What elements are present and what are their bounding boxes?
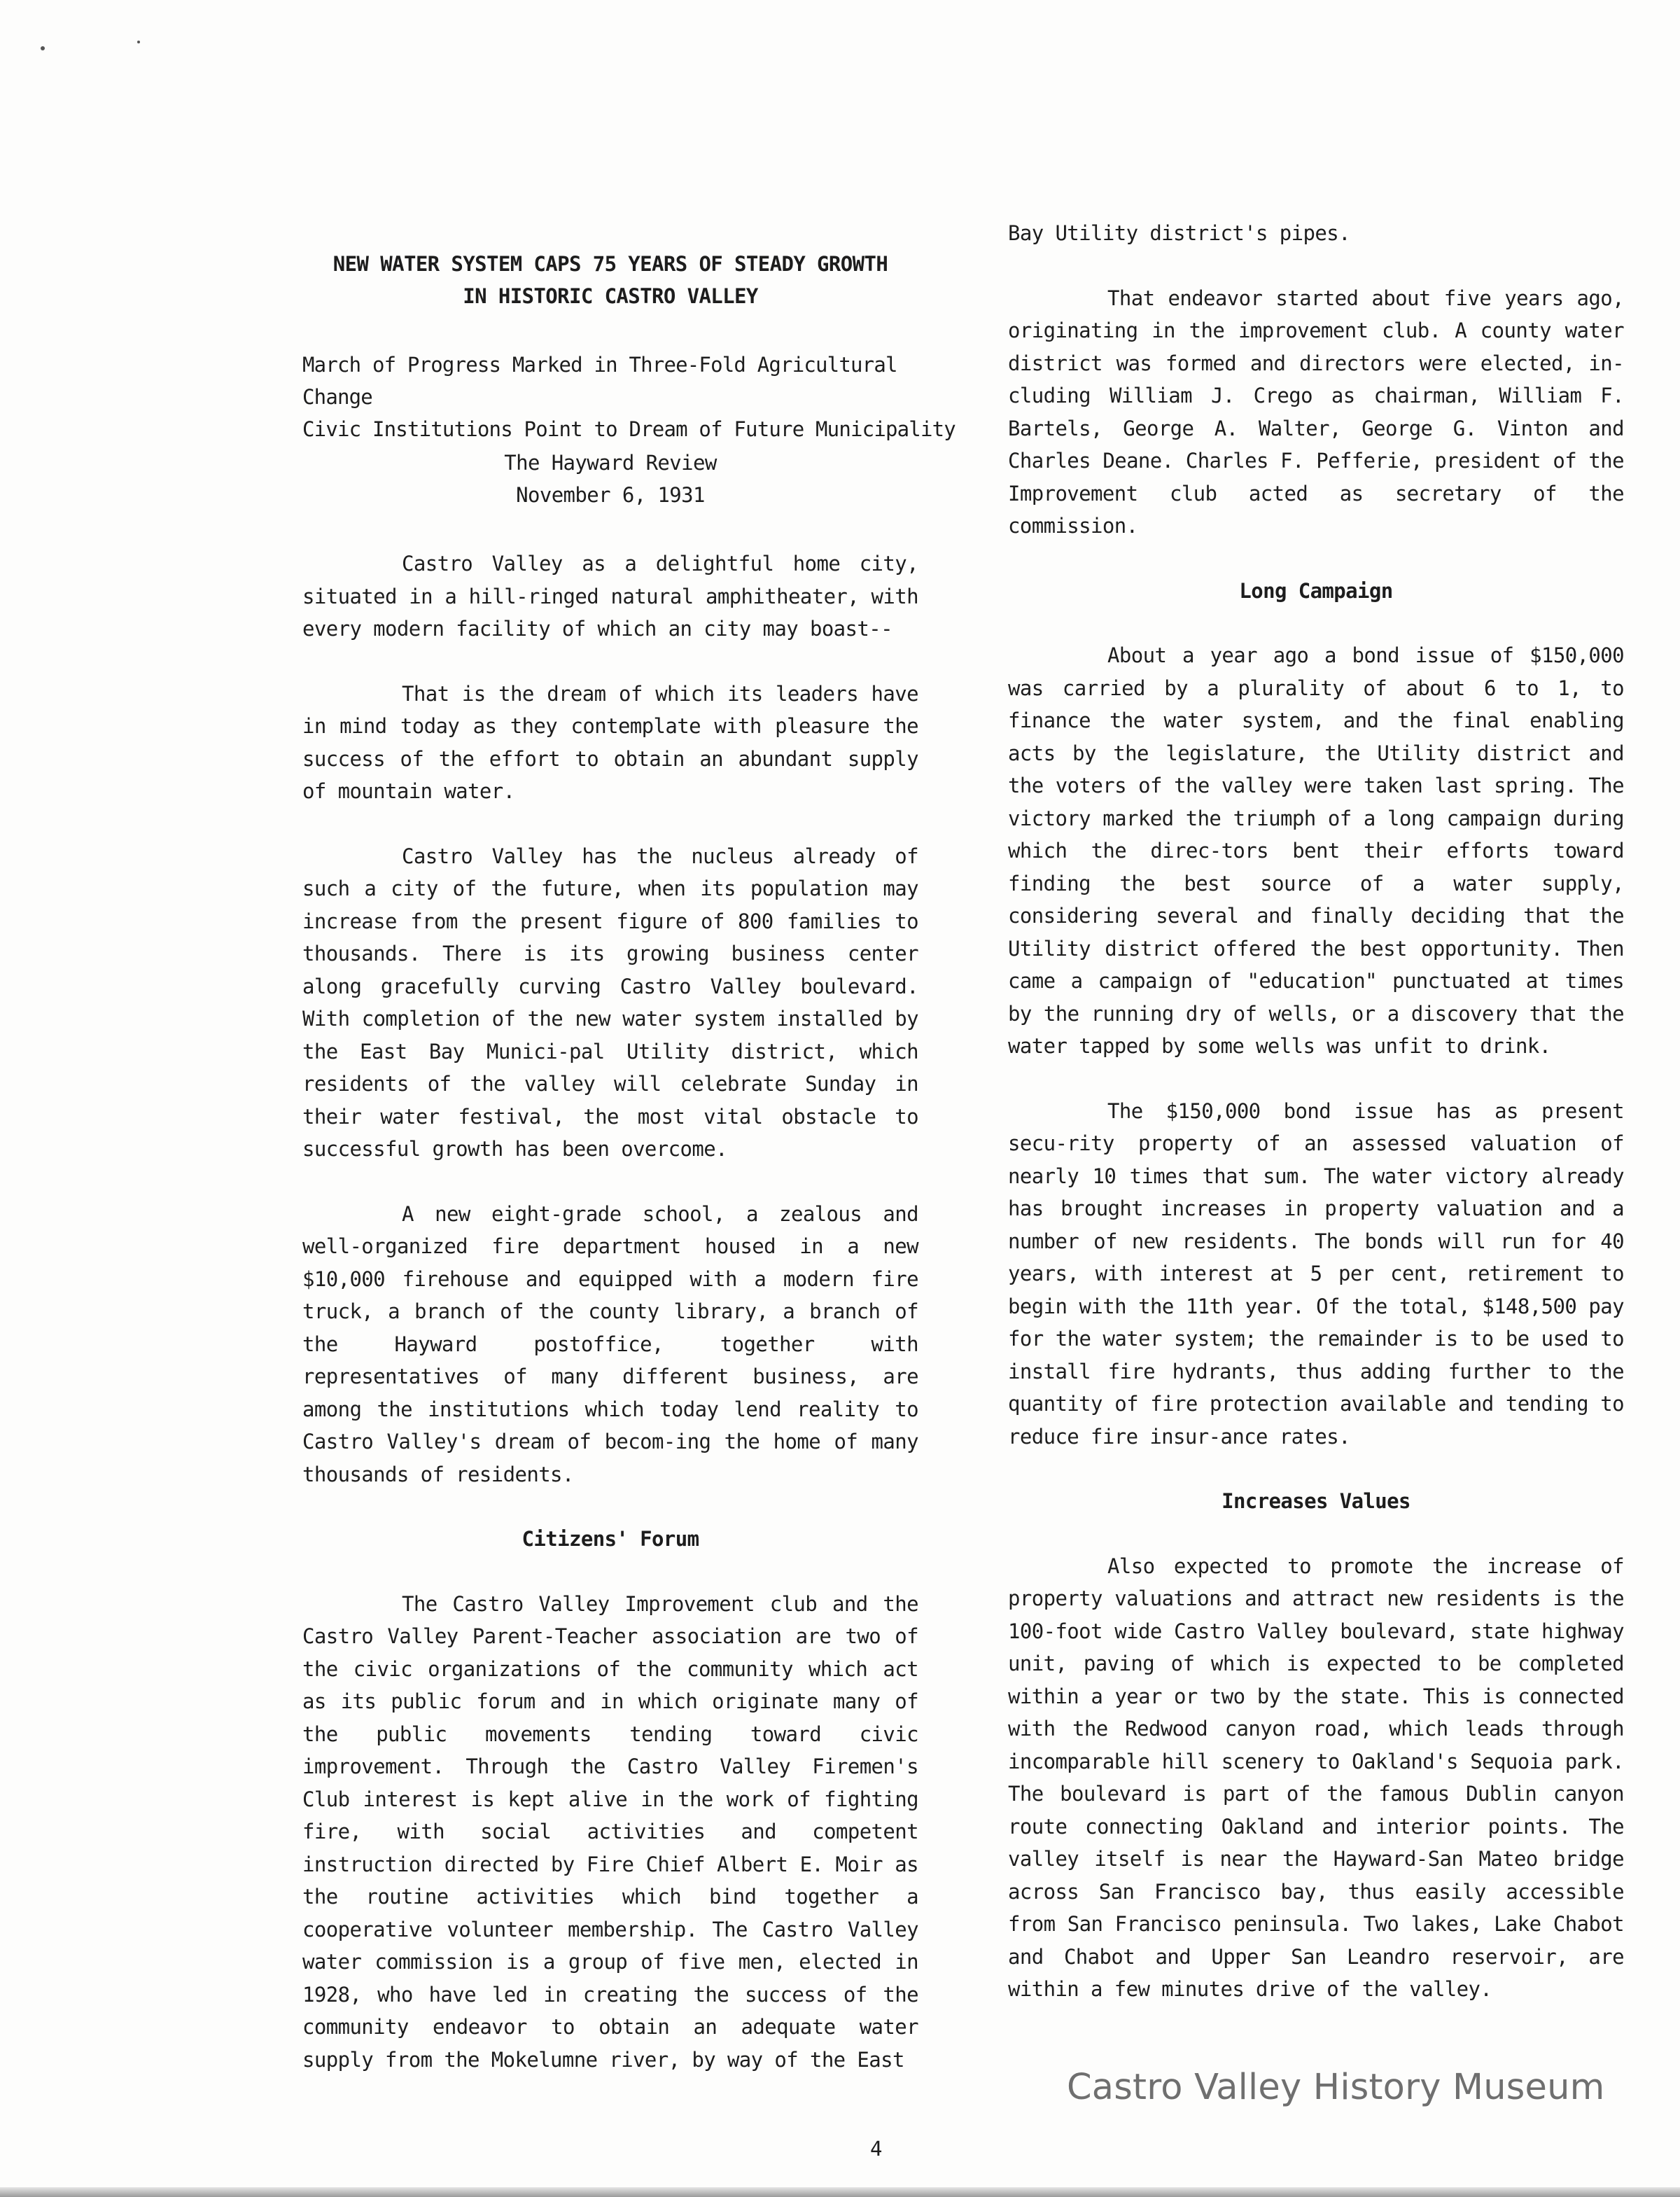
left-column <box>302 547 918 2076</box>
body-paragraph-continuation: Bay Utility district's pipes. <box>1008 221 1350 245</box>
body-paragraph: Castro Valley has the nucleus already of such a city of the future, when its population may increase from the present figure of 800 families to thousands. There is its growing business center along gracefully curving Castro Valley boulevard. With completion of the new water system installed by the East Bay Munici-pal Utility district, which residents of the valley will celebrate Sunday in their water festival, the most vital obstacle to successful growth has been overcome. <box>302 844 918 1161</box>
museum-watermark: Castro Valley History Museum <box>1067 2067 1605 2108</box>
section-heading-citizens-forum: Citizens' Forum <box>522 1527 699 1551</box>
body-paragraph: Also expected to promote the increase of property valuations and attract new residents is the 100-foot wide Castro Valley boulevard, state highway unit, paving of which is expected to be completed within a year or two by the state. This is connected with the Redwood canyon road, which leads through incomparable hill scenery to Oakland's Sequoia park. The boulevard is part of the famous Dublin canyon route connecting Oakland and interior points. The valley itself is near the Hayward-San Mateo bridge across San Francisco bay, thus easily accessible from San Francisco peninsula. Two lakes, Lake Chabot and Chabot and Upper San Leandro reservoir, are within a few minutes drive of the valley. <box>1008 1554 1624 2001</box>
body-paragraph: About a year ago a bond issue of $150,000 was carried by a plurality of about 6 to 1, to finance the water system, and the final enabling acts by the legislature, the Utility district and the voters of the valley were taken last spring. The victory marked the triumph of a long campaign during which the direc-tors bent their efforts toward finding the best source of a water supply, considering several and finally deciding that the Utility district offered the best opportunity. Then came a campaign of "education" punctuated at times by the running dry of wells, or a discovery that the water tapped by some wells was unfit to drink. <box>1008 643 1624 1058</box>
body-paragraph: The Castro Valley Improvement club and the Castro Valley Parent-Teacher association are two of the civic organizations of the community which act as its public forum and in which originate many of the public movements tending toward civic improvement. Through the Castro Valley Firemen's Club interest is kept alive in the work of fighting fire, with social activities and competent instruction directed by Fire Chief Albert E. Moir as the routine activities which bind together a cooperative volunteer membership. The Castro Valley water commission is a group of five men, elected in 1928, who have led in creating the success of the community endeavor to obtain an adequate water supply from the Mokelumne river, by way of the East <box>302 1591 918 2072</box>
body-paragraph: That is the dream of which its leaders have in mind today as they contemplate with pleasure the success of the effort to obtain an abundant supply of mountain water. <box>302 681 918 803</box>
section-heading-long-campaign: Long Campaign <box>1239 578 1393 603</box>
scan-bottom-edge <box>0 2187 1680 2197</box>
article-headline <box>302 248 918 312</box>
subhead-line-2: Civic Institutions Point to Dream of Future Municipality <box>302 417 955 441</box>
article-subheadings <box>302 349 960 445</box>
scan-speck <box>137 41 140 43</box>
source-attribution <box>302 447 918 511</box>
headline-line-1: NEW WATER SYSTEM CAPS 75 YEARS OF STEADY GROWTH <box>332 252 888 276</box>
scan-speck <box>41 46 45 50</box>
source-name: The Hayward Review <box>504 451 717 475</box>
body-paragraph: The $150,000 bond issue has as present secu-rity property of an assessed valuation of nearly 10 times that sum. The water victory already has brought increases in property valuation and a number of new residents. The bonds will run for 40 years, with interest at 5 per cent, retirement to begin with the 11th year. Of the total, $148,500 pay for the water system; the remainder is to be used to install fire hydrants, thus adding further to the quantity of fire protection available and tending to reduce fire insur-ance rates. <box>1008 1098 1624 1449</box>
source-date: November 6, 1931 <box>516 483 705 507</box>
section-heading-increases-values: Increases Values <box>1222 1489 1410 1513</box>
body-paragraph: That endeavor started about five years ago, originating in the improvement club. A county water district was formed and directors were elected, in-cluding William J. Crego as chairman, William F. Bartels, George A. Walter, George G. Vinton and Charles Deane. Charles F. Pefferie, president of the Improvement club acted as secretary of the commission. <box>1008 286 1624 538</box>
right-column <box>1008 217 1624 2006</box>
page-number: 4 <box>870 2137 883 2161</box>
body-paragraph: A new eight-grade school, a zealous and well-organized fire department housed in a new $10,000 firehouse and equipped with a modern fire truck, a branch of the county library, a branch of the Hayward postoffice, together with representatives of many different business, are among the institutions which today lend reality to Castro Valley's dream of becom-ing the home of many thousands of residents. <box>302 1201 918 1486</box>
headline-line-2: IN HISTORIC CASTRO VALLEY <box>463 284 758 308</box>
body-paragraph: Castro Valley as a delightful home city, situated in a hill-ringed natural amphitheater, with every modern facility of which an city may boast-- <box>302 552 918 641</box>
subhead-line-1: March of Progress Marked in Three-Fold Agricultural Change <box>302 353 897 409</box>
